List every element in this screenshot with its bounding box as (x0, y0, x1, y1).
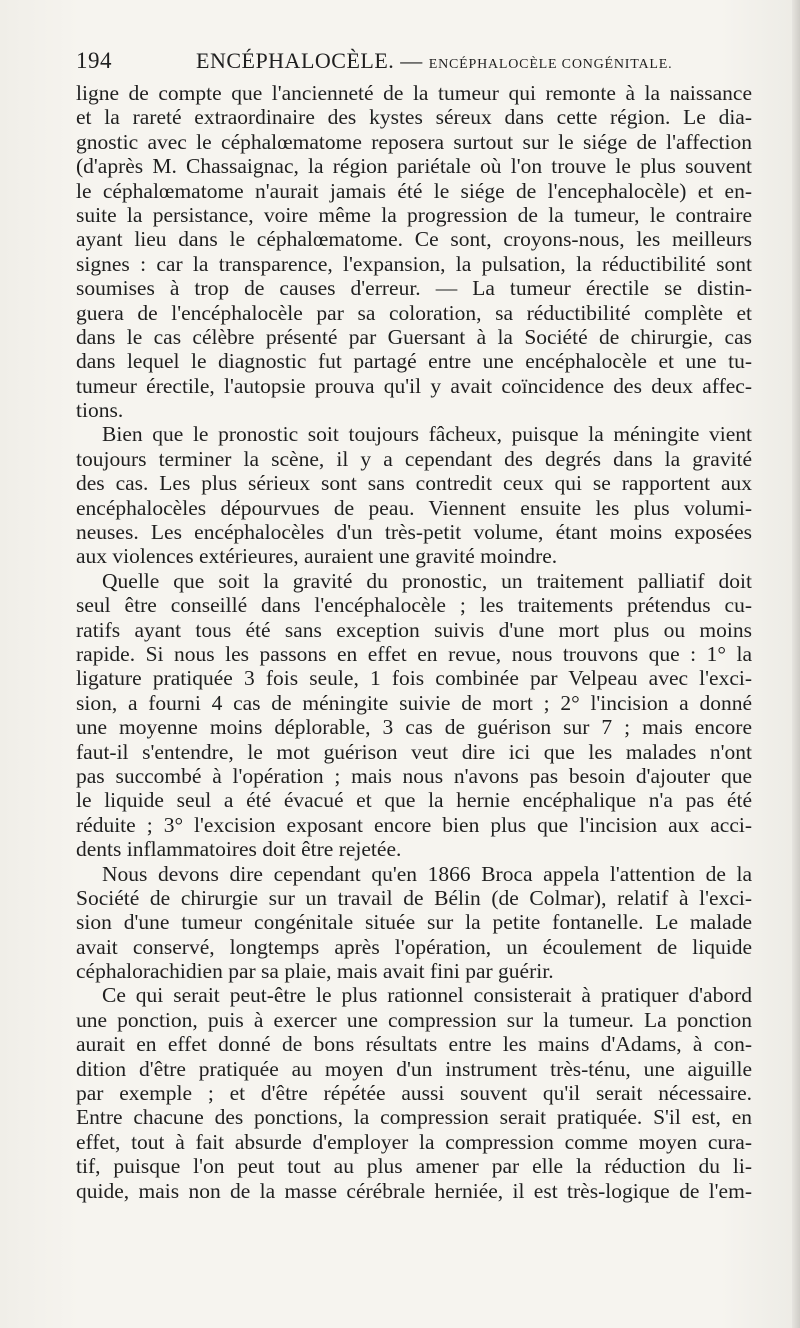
page-number: 194 (76, 48, 112, 73)
text-line: effet, tout à fait absurde d'employer la compression comme moyen cura- (76, 1129, 752, 1154)
text-line: Quelle que soit la gravité du pronostic, un traitement palliatif doit (102, 568, 752, 593)
text-line: réduite ; 3° l'excision exposant encore bien plus que l'incision aux acci- (76, 812, 752, 837)
text-line: une moyenne moins déplorable, 3 cas de guérison sur 7 ; mais encore (76, 715, 752, 740)
text-line: encéphalocèles dépourvues de peau. Viennent ensuite les plus volumi- (76, 495, 752, 520)
text-line: des cas. Les plus sérieux sont sans contredit ceux qui se rapportent aux (76, 471, 752, 496)
text-line: pas succombé à l'opération ; mais nous n'avons pas besoin d'ajouter que (76, 763, 752, 788)
body-text (76, 81, 776, 1203)
text-line: le liquide seul a été évacué et que la hernie encéphalique n'a pas été (76, 788, 752, 813)
text-line: signes : car la transparence, l'expansion, la pulsation, la réductibilité sont (76, 251, 752, 276)
text-line: aurait en effet donné de bons résultats entre les mains d'Adams, à con- (76, 1032, 752, 1057)
text-line: Bien que le pronostic soit toujours fâcheux, puisque la méningite vient (102, 422, 752, 447)
text-line: suite la persistance, voire même la progression de la tumeur, le contraire (76, 202, 752, 227)
text-line: gnostic avec le céphalœmatome reposera surtout sur le siége de l'affection (76, 129, 752, 154)
text-line: sion, a fourni 4 cas de méningite suivie de mort ; 2° l'incision a donné (76, 690, 752, 715)
text-line: dition d'être pratiquée au moyen d'un instrument très-ténu, une aiguille (76, 1056, 752, 1081)
text-line: tumeur érectile, l'autopsie prouva qu'il y avait coïncidence des deux affec- (76, 373, 752, 398)
text-line: sion d'une tumeur congénitale située sur la petite fontanelle. Le malade (76, 910, 752, 935)
text-line: Nous devons dire cependant qu'en 1866 Broca appela l'attention de la (102, 861, 752, 886)
text-line: ratifs ayant tous été sans exception suivis d'une mort plus ou moins (76, 617, 752, 642)
text-line: Entre chacune des ponctions, la compression serait pratiquée. S'il est, en (76, 1105, 752, 1130)
running-title-dash: — (394, 48, 429, 73)
text-line: dents inflammatoires doit être rejetée. (76, 837, 402, 862)
text-line: toujours terminer la scène, il y a cependant des degrés dans la gravité (76, 446, 752, 471)
text-line: neuses. Les encéphalocèles d'un très-petit volume, étant moins exposées (76, 520, 752, 545)
text-line: Société de chirurgie sur un travail de Bélin (de Colmar), relatif à l'exci- (76, 885, 752, 910)
text-line: faut-il s'entendre, le mot guérison veut dire ici que les malades n'ont (76, 739, 752, 764)
text-line: guera de l'encéphalocèle par sa coloration, sa réductibilité complète et (76, 300, 752, 325)
text-line: rapide. Si nous les passons en effet en revue, nous trouvons que : 1° la (76, 641, 752, 666)
text-line: dans lequel le diagnostic fut partagé entre une encéphalocèle et une tu- (76, 349, 752, 374)
text-line: et la rareté extraordinaire des kystes séreux dans cette région. Le dia- (76, 105, 752, 130)
text-line: avait conservé, longtemps après l'opération, un écoulement de liquide (76, 934, 752, 959)
page-edge (792, 0, 800, 1328)
running-title (196, 48, 672, 74)
text-line: soumises à trop de causes d'erreur. — La tumeur érectile se distin- (76, 276, 752, 301)
text-line: seul être conseillé dans l'encéphalocèle ; les traitements prétendus cu- (76, 593, 752, 618)
text-line: tions. (76, 398, 124, 423)
text-line: Ce qui serait peut-être le plus rationnel consisterait à pratiquer d'abord (102, 983, 752, 1008)
running-title-sub: ENCÉPHALOCÈLE CONGÉNITALE. (428, 57, 673, 72)
text-line: aux violences extérieures, auraient une gravité moindre. (76, 544, 558, 569)
text-line: une ponction, puis à exercer une compression sur la tumeur. La ponction (76, 1007, 752, 1032)
text-line: dans le cas célèbre présenté par Guersant à la Société de chirurgie, cas (76, 324, 752, 349)
running-title-main: ENCÉPHALOCÈLE. (196, 48, 395, 73)
text-line: le céphalœmatome n'aurait jamais été le siége de l'encephalocèle) et en- (76, 178, 752, 203)
text-line: par exemple ; et d'être répétée aussi souvent qu'il serait nécessaire. (76, 1081, 752, 1106)
text-line: tif, puisque l'on peut tout au plus amener par elle la réduction du li- (76, 1154, 752, 1179)
page-header (76, 48, 752, 78)
text-line: quide, mais non de la masse cérébrale herniée, il est très-logique de l'em- (76, 1178, 752, 1203)
text-line: ligne de compte que l'ancienneté de la tumeur qui remonte à la naissance (76, 81, 752, 105)
text-line: ligature pratiquée 3 fois seule, 1 fois combinée par Velpeau avec l'exci- (76, 666, 752, 691)
text-line: céphalorachidien par sa plaie, mais avait fini par guérir. (76, 959, 554, 984)
text-line: ayant lieu dans le céphalœmatome. Ce sont, croyons-nous, les meilleurs (76, 227, 752, 252)
text-line: (d'après M. Chassaignac, la région pariétale où l'on trouve le plus souvent (76, 154, 752, 179)
